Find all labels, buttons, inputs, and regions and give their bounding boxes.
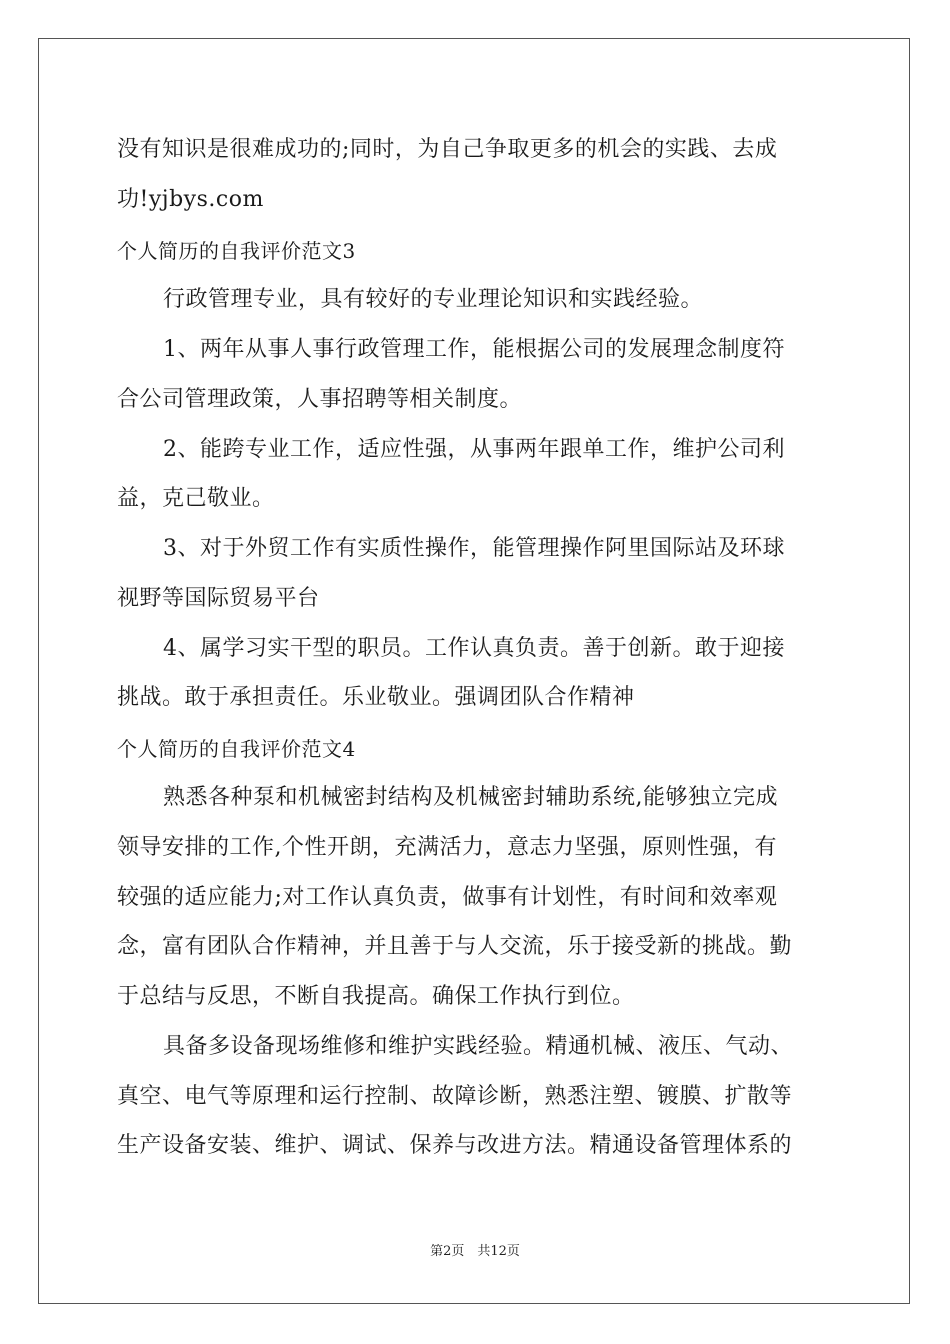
page-number: 第2页 共12页	[430, 1244, 520, 1259]
text-line: 益，克己敬业。	[117, 486, 275, 511]
text-line: 没有知识是很难成功的;同时，为自己争取更多的机会的实践、去成	[117, 137, 778, 162]
text-line: 2、能跨专业工作，适应性强，从事两年跟单工作，维护公司利	[163, 437, 785, 462]
text-line: 于总结与反思，不断自我提高。确保工作执行到位。	[117, 984, 635, 1009]
text-line: 挑战。敢于承担责任。乐业敬业。强调团队合作精神	[117, 685, 635, 710]
text-line: 3、对于外贸工作有实质性操作，能管理操作阿里国际站及环球	[163, 536, 785, 561]
text-line: 行政管理专业，具有较好的专业理论知识和实践经验。	[163, 287, 704, 312]
text-line: 领导安排的工作,个性开朗，充满活力，意志力坚强，原则性强，有	[117, 835, 777, 860]
section-heading: 个人简历的自我评价范文4	[117, 737, 356, 761]
text-line: 熟悉各种泵和机械密封结构及机械密封辅助系统,能够独立完成	[163, 785, 778, 810]
text-line: 较强的适应能力;对工作认真负责，做事有计划性，有时间和效率观	[117, 885, 778, 910]
text-line: 合公司管理政策，人事招聘等相关制度。	[117, 387, 523, 412]
text-line: 具备多设备现场维修和维护实践经验。精通机械、液压、气动、	[163, 1034, 794, 1059]
text-line: 生产设备安装、维护、调试、保养与改进方法。精通设备管理体系的	[117, 1133, 793, 1158]
text-line: 1、两年从事人事行政管理工作，能根据公司的发展理念制度符	[163, 337, 785, 362]
text-line: 真空、电气等原理和运行控制、故障诊断，熟悉注塑、镀膜、扩散等	[117, 1084, 793, 1109]
section-heading: 个人简历的自我评价范文3	[117, 239, 356, 263]
text-line: 4、属学习实干型的职员。工作认真负责。善于创新。敢于迎接	[163, 636, 785, 661]
text-line: 功!yjbys.com	[117, 187, 264, 212]
text-line: 念，富有团队合作精神，并且善于与人交流，乐于接受新的挑战。勤	[117, 934, 793, 959]
text-line: 视野等国际贸易平台	[117, 586, 320, 611]
page-border	[38, 38, 910, 1304]
